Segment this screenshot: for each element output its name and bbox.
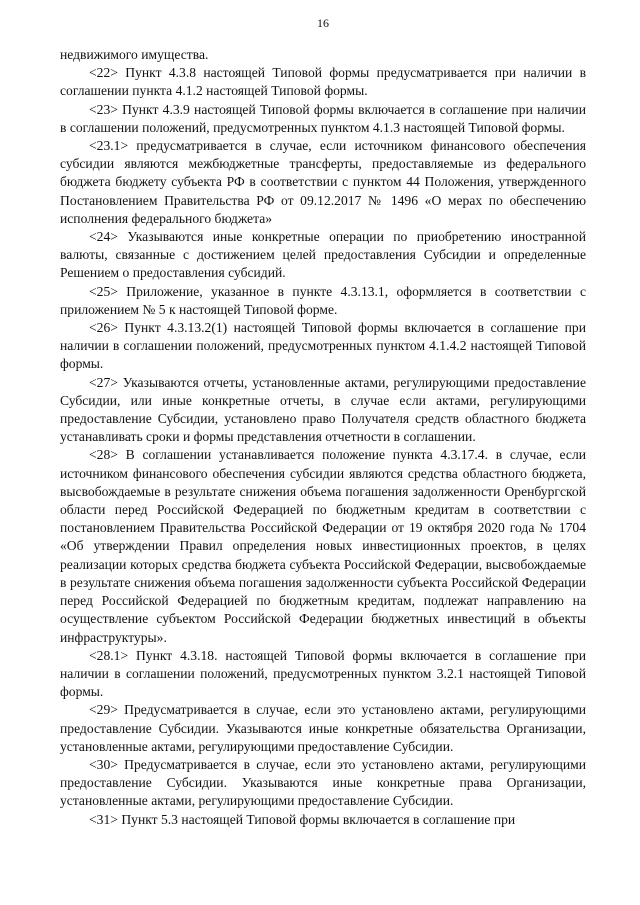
footnote-29: <29> Предусматривается в случае, если это установлено актами, регулирующими предоставление Субсидии. Указываются иные конкретные обязательства Организации, установленные актами, регулирующими предоставление Субсидии. xyxy=(60,702,586,754)
footnote-28: <28> В соглашении устанавливается положение пункта 4.3.17.4. в случае, если источником финансового обеспечения субсидии являются средства областного бюджета, высвобождаемые в результате снижения объема погашения задолженности Оренбургской области перед Российской Федерацией по бюджетным кредитам в соответствии с постановлением Правительства Российской Федерации от 19 октября 2020 года № 1704 «Об утверждении Правил определения новых инвестиционных проектов, в целях реализации которых средства бюджета субъекта Российской Федерации, высвобождаемые в результате снижения объема погашения задолженности субъекта Российской Федерации перед Российской Федерацией по бюджетным кредитам, подлежат направлению на осуществление субъектом Российской Федерации бюджетных инвестиций в объекты инфраструктуры». xyxy=(60,447,586,645)
footnote-27: <27> Указываются отчеты, установленные актами, регулирующими предоставление Субсидии, или иные конкретные отчеты, в случае если актами, регулирующими предоставление Субсидии, установлено право Получателя средств областного бюджета устанавливать сроки и формы представления отчетности в соглашении. xyxy=(60,374,586,445)
page-number: 16 xyxy=(317,16,329,30)
document-body xyxy=(60,46,586,829)
footnote-22: <22> Пункт 4.3.8 настоящей Типовой формы предусматривается при наличии в соглашении пункта 4.1.2 настоящей Типовой формы. xyxy=(60,65,586,99)
footnote-23: <23> Пункт 4.3.9 настоящей Типовой формы включается в соглашение при наличии в соглашении положений, предусмотренных пунктом 4.1.3 настоящей Типовой формы. xyxy=(60,101,586,135)
footnote-26: <26> Пункт 4.3.13.2(1) настоящей Типовой формы включается в соглашение при наличии в соглашении положений, предусмотренных пунктом 4.1.4.2 настоящей Типовой формы. xyxy=(60,320,586,372)
paragraph-continuation: недвижимого имущества. xyxy=(60,47,209,62)
footnote-28-1: <28.1> Пункт 4.3.18. настоящей Типовой формы включается в соглашение при наличии в соглашении положений, предусмотренных пунктом 3.2.1 настоящей Типовой формы. xyxy=(60,647,586,700)
footnote-30: <30> Предусматривается в случае, если это установлено актами, регулирующими предоставление Субсидии. Указываются иные конкретные права Организации, установленные актами, регулирующими предоставление Субсидии. xyxy=(60,756,586,809)
footnote-31: <31> Пункт 5.3 настоящей Типовой формы включается в соглашение при xyxy=(89,811,516,827)
footnote-23-1: <23.1> предусматривается в случае, если источником финансового обеспечения субсидии являются межбюджетные трансферты, предоставляемые из федерального бюджета бюджету субъекта РФ в соответствии с пунктом 44 Положения, утвержденного Постановлением Правительства РФ от 09.12.2017 № 1496 «О мерах по обеспечению исполнения федерального бюджета» xyxy=(60,138,586,226)
footnote-24: <24> Указываются иные конкретные операции по приобретению иностранной валюты, связанные с достижением целей предоставления Субсидии и определенные Решением о предоставления субсидий. xyxy=(60,229,586,281)
footnote-25: <25> Приложение, указанное в пункте 4.3.13.1, оформляется в соответствии с приложением № 5 к настоящей Типовой форме. xyxy=(60,283,586,317)
